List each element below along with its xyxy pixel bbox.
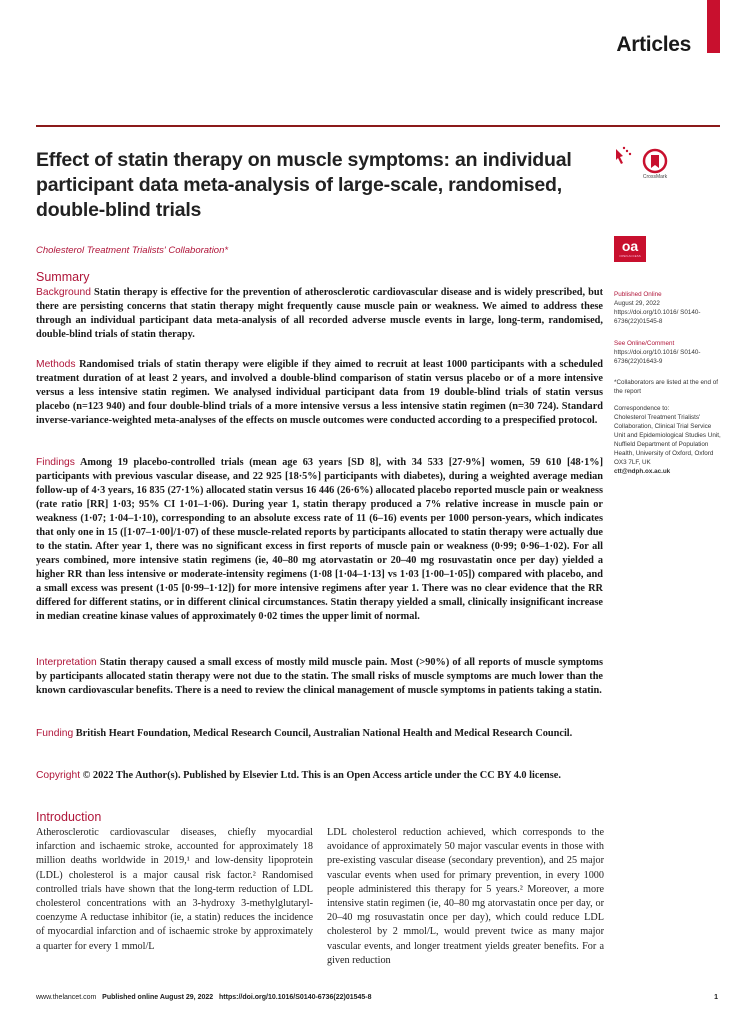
footer-doi-link[interactable]: https://doi.org/10.1016/S0140-6736(22)01545-8 <box>219 994 372 1001</box>
abstract-methods-text: Randomised trials of statin therapy were eligible if they aimed to recruit at least 1000 participants with a scheduled treatment duration of at least 2 years, and involved a double-blind comparison of statin versus placebo or of a more intensive versus a less intensive statin regimen. We analysed individual participant data from 19 double-blind trials of statin versus placebo (n=123 940) and four double-blind trials of a more intensive versus a less intensive statin regimen (n=30 724). Standard inverse-variance-weighted meta-analyses of the effects on muscle outcomes were conducted according to a prespecified protocol. <box>36 359 603 426</box>
section-label: Articles <box>616 33 691 56</box>
abstract-methods-label: Methods <box>36 359 76 370</box>
sidebar-correspondence-text: Cholesterol Treatment Trialists' Collaboration, Clinical Trial Service Unit and Epidemiological Studies Unit, Nuffield Department of Population Health, University of Oxford, Oxford OX3 7LF, UK <box>614 414 721 466</box>
abstract-funding-label: Funding <box>36 728 74 739</box>
page-footer <box>36 994 372 1001</box>
introduction-heading: Introduction <box>36 810 102 824</box>
abstract-findings-text: Among 19 placebo-controlled trials (mean age 63 years [SD 8], with 34 533 [27·9%] women, 59 610 [48·1%] participants with previous vascular disease, and 22 925 [18·5%] participants with diabetes), during a weighted average median follow-up of 4·3 years, 16 835 (27·1%) allocated statin versus 16 446 (26·6%) allocated placebo reported muscle pain or weakness (rate ratio [RR] 1·03; 95% CI 1·01–1·06). During year 1, statin therapy produced a 7% relative increase in muscle pain or weakness (1·07; 1·04–1·10), corresponding to an absolute excess rate of 11 (6–16) events per 1000 person-years, which indicates that only one in 15 ([1·07–1·00]/1·07) of these muscle-related reports by participants allocated to statin therapy were actually due to the statin. After year 1, there was no significant excess in first reports of muscle pain or weakness (0·99; 0·96–1·02). For all years combined, more intensive statin regimens (ie, 40–80 mg atorvastatin or 20–40 mg rosuvastatin once per day) yielded a higher RR than less intensive or moderate-intensity regimens (1·08 [1·04–1·13] vs 1·03 [1·00–1·05]) compared with placebo, and a small excess was present (1·05 [0·99–1·12]) for more intensive regimens after year 1. There was no clear evidence that the RR differed for different statins, or in different clinical circumstances. Statin therapy yielded a small, clinically insignificant increase in median creatine kinase values of approximately 0·02 times the upper limit of normal. <box>36 457 603 622</box>
sidebar-correspondence-label: Correspondence to: <box>614 405 670 412</box>
abstract-interpretation-label: Interpretation <box>36 657 97 668</box>
open-access-icon: oa <box>614 236 646 262</box>
sidebar-collaborators-note: *Collaborators are listed at the end of the report <box>614 379 718 395</box>
introduction-column-2: LDL cholesterol reduction achieved, which corresponds to the avoidance of approximately 50 major vascular events in those with pre-existing vascular disease (secondary prevention), and 25 major vascular events when used for primary prevention, in every 1000 people administered this therapy for 5 years.² Moreover, a more intensive statin regimen (ie, 40–80 mg atorvastatin once per day, or 20–40 mg rosuvastatin once per day), which could reduce LDL cholesterol by 2 mmol/L, would prevent twice as many major vascular events, and longer treatment yields greater benefits. For a given reduction <box>327 827 604 966</box>
sidebar-published-label: Published Online <box>614 291 662 298</box>
bookmark-icon[interactable] <box>613 146 635 170</box>
sidebar-comment <box>614 339 724 366</box>
sidebar-correspondence <box>614 404 724 476</box>
abstract-interpretation <box>36 656 603 698</box>
abstract-funding <box>36 727 603 741</box>
sidebar-comment-text[interactable]: https://doi.org/10.1016/ S0140-6736(22)01643-9 <box>614 349 701 365</box>
abstract-methods <box>36 358 603 428</box>
footer-published: Published online August 29, 2022 <box>102 994 214 1001</box>
abstract-findings-label: Findings <box>36 457 75 468</box>
sidebar-email-link[interactable]: ctt@ndph.ox.ac.uk <box>614 468 671 475</box>
abstract-copyright-text: © 2022 The Author(s). Published by Elsevier Ltd. This is an Open Access article under the CC BY 4.0 license. <box>82 770 561 781</box>
sidebar-comment-label: See Online/Comment <box>614 340 675 347</box>
article-title: Effect of statin therapy on muscle symptoms: an individual participant data meta-analysis of large-scale, randomised, double-blind trials <box>36 149 572 221</box>
abstract-copyright-label: Copyright <box>36 770 81 781</box>
footer-site-link[interactable]: www.thelancet.com <box>36 994 97 1001</box>
abstract-interpretation-text: Statin therapy caused a small excess of mostly mild muscle pain. Most (>90%) of all reports of muscle symptoms by participants allocated statin therapy were not due to the statin. The small risks of muscle symptoms are much lower than the known cardiovascular benefits. There is a need to review the clinical management of muscle symptoms in patients taking a statin. <box>36 657 603 696</box>
abstract-findings <box>36 456 603 624</box>
abstract-background-text: Statin therapy is effective for the prevention of atherosclerotic cardiovascular disease and is widely prescribed, but there are persisting concerns that statin therapy might frequently cause muscle pain or weakness. We aimed to address these through an individual participant data meta-analysis of all recorded adverse muscle events in large, long-term, randomised, double-blind trials of statin therapy. <box>36 287 603 340</box>
sidebar-published-text[interactable]: August 29, 2022 https://doi.org/10.1016/ S0140-6736(22)01545-8 <box>614 300 701 325</box>
header-rule <box>36 125 720 127</box>
abstract-background <box>36 286 603 342</box>
summary-heading: Summary <box>36 270 90 284</box>
open-access-sublabel: OPEN ACCESS <box>619 254 641 258</box>
sidebar-published <box>614 290 724 326</box>
page-number: 1 <box>714 994 718 1001</box>
abstract-copyright <box>36 769 603 783</box>
crossmark-label: CrossMark <box>642 174 668 180</box>
article-authors[interactable]: Cholesterol Treatment Trialists' Collaboration* <box>36 245 229 256</box>
introduction-column-1: Atherosclerotic cardiovascular diseases, chiefly myocardial infarction and ischaemic stroke, accounted for approximately 18 million deaths worldwide in 2019,¹ and low-density lipoprotein (LDL) cholesterol is a major causal risk factor.² Randomised controlled trials have shown that the long-term reduction of LDL cholesterol concentrations with an 3-hydroxy 3-methylglutaryl-coenzyme A reductase inhibitor (ie, a statin) reduces the incidence of myocardial infarction and of ischaemic stroke by approximately a quarter for every 1 mmol/L <box>36 827 313 952</box>
abstract-background-label: Background <box>36 287 91 298</box>
brand-color-bar <box>707 0 720 53</box>
abstract-funding-text: British Heart Foundation, Medical Research Council, Australian National Health and Medical Research Council. <box>75 728 573 739</box>
